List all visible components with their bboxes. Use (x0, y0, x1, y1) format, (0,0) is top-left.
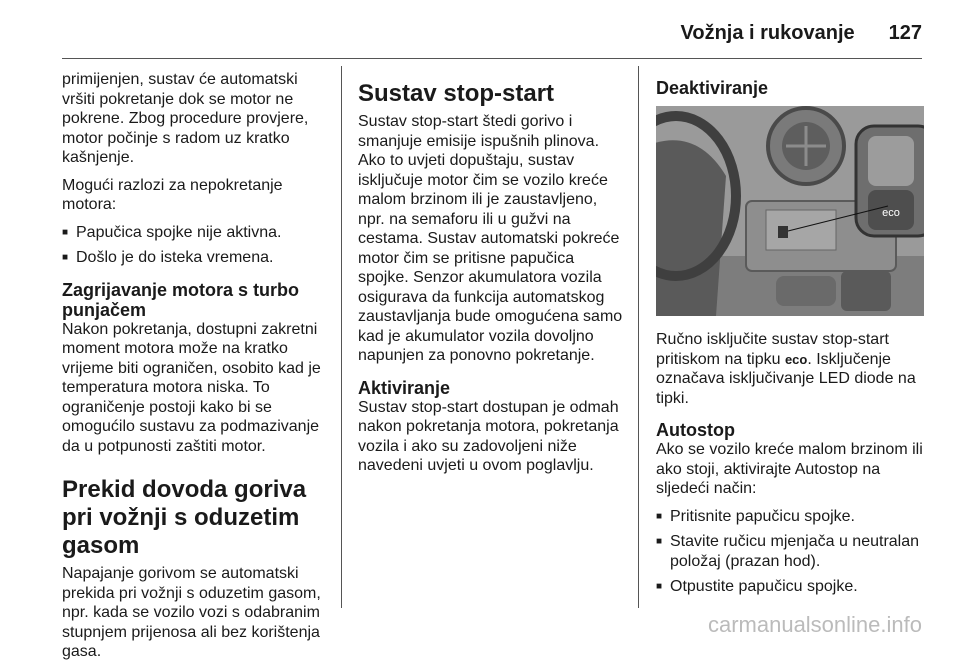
list-item: ■ Papučica spojke nije aktivna. (62, 223, 330, 243)
paragraph: Mogući razlozi za nepokretanje motora: (62, 176, 283, 213)
watermark: carmanualsonline.info (707, 612, 922, 637)
eco-key-text: eco (784, 351, 808, 367)
list-item: ■ Stavite ručicu mjenjača u neutralan položaj (prazan hod). (656, 532, 924, 571)
list-item: ■ Došlo je do isteka vremena. (62, 248, 330, 268)
column-divider (638, 66, 639, 608)
paragraph: Ručno isključite sustav stop-start pritiskom na tipku eco. Isključenje označava isključivanje LED diode na tipki. (656, 331, 916, 407)
section-heading-autostop: Autostop (656, 420, 735, 440)
paragraph: Napajanje gorivom se automatski prekida pri vožnji s oduzetim gasom, npr. kada se vozilo vozi s odabranim stupnjem prijenosa ali bez korištenja gasa. (62, 565, 321, 660)
column-3 (656, 70, 924, 605)
bullet-list (62, 223, 330, 268)
eco-button-photo (656, 106, 924, 316)
list-item: ■ Otpustite papučicu spojke. (656, 577, 924, 597)
page-number: 127 (888, 22, 922, 44)
section-heading-turbo: Zagrijavanje motora s turbo punjačem (62, 279, 300, 320)
paragraph: Ako se vozilo kreće malom brzinom ili ako stoji, aktivirajte Autostop na sljedeći način: (656, 441, 923, 497)
column-divider (341, 66, 342, 608)
paragraph: Sustav stop-start dostupan je odmah nakon pokretanja motora, pokretanja vozila i ako su zadovoljeni niže navedeni uvjeti u ovom poglavlju. (358, 398, 619, 474)
eco-label: eco (882, 207, 900, 219)
bullet-list (656, 507, 924, 597)
header-rule (62, 58, 922, 59)
paragraph: Sustav stop-start štedi gorivo i smanjuje emisije ispušnih plinova. Ako to uvjeti dopuštaju, sustav isključuje motor čim se vozilo kreće malom brzinom ili je zaustavljeno, npr. na semaforu ili u gužvi na cestama. Sustav automatski pokreće motor čim se pritisne papučica spojke. Senzor akumulatora vozila osigurava da funkcija automatskog zaustavljanja bude omogućena samo kad je akumulator vozila dovoljno napunjen za ponovno pokretanje. (358, 113, 623, 364)
section-heading-stop-start: Sustav stop-start (358, 80, 555, 107)
section-heading-deactivation: Deaktiviranje (656, 78, 769, 98)
list-item: ■ Pritisnite papučicu spojke. (656, 507, 924, 527)
page-header (681, 22, 923, 45)
column-2 (358, 70, 623, 484)
chapter-title: Vožnja i rukovanje (680, 22, 855, 44)
column-1 (62, 70, 330, 670)
paragraph: primijenjen, sustav će automatski vršiti pokretanje dok se motor ne pokrene. Zbog procedure provjere, motor počinje s radom uz kratko kašnjenje. (62, 71, 309, 166)
paragraph: Nakon pokretanja, dostupni zakretni moment motora može na kratko vrijeme biti ograničen, osobito kad je temperatura motora niska. To ograničenje postoji kako bi se omogućilo sustavu za podmazivanje da u potpunosti zaštiti motor. (62, 320, 321, 455)
section-heading-fuel-cut: Prekid dovoda goriva pri vožnji s oduzetim gasom (62, 476, 307, 559)
section-heading-activation: Aktiviranje (358, 377, 451, 398)
